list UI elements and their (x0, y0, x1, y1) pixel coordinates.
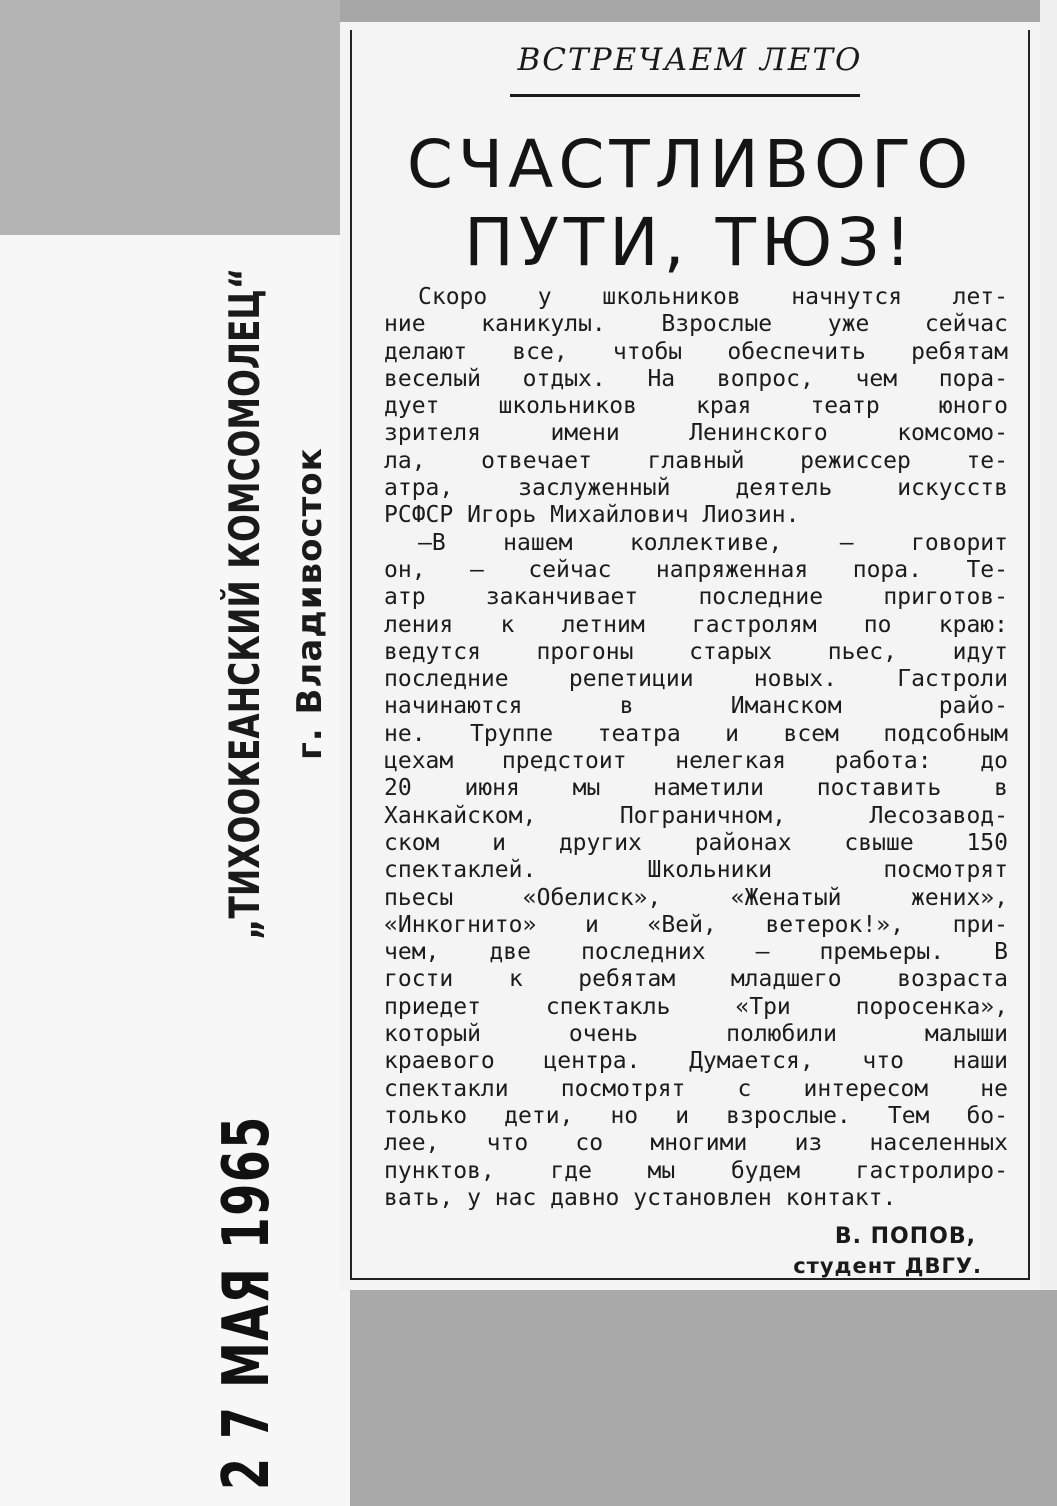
author-name: В. ПОПОВ, (834, 1224, 976, 1249)
article-line: начинаются в Иманском райо- (384, 693, 1008, 720)
article-line: только дети, но и взрослые. Тем бо- (384, 1102, 1008, 1129)
article-body (384, 284, 1008, 1212)
article-line: атра, заслуженный деятель искусств (384, 475, 1008, 502)
background-top-left (0, 0, 340, 235)
article-line: приедет спектакль «Три поросенка», (384, 993, 1008, 1020)
rubric-heading: ВСТРЕЧАЕМ ЛЕТО (517, 42, 863, 78)
article-line: дует школьников края театр юного (384, 393, 1008, 420)
stamp-city: г. Владивосток (290, 447, 330, 760)
article-line: РСФСР Игорь Михайлович Лиозин. (384, 502, 800, 529)
article-line: пьесы «Обелиск», «Женатый жених», (384, 884, 1008, 911)
article-line: спектаклей. Школьники посмотрят (384, 857, 1008, 884)
article-line: последние репетиции новых. Гастроли (384, 666, 1008, 693)
article-line: гости к ребятам младшего возраста (384, 966, 1008, 993)
article-line: не. Труппе театра и всем подсобным (384, 720, 1008, 747)
article-line: он, — сейчас напряженная пора. Те- (384, 556, 1008, 583)
article-line: который очень полюбили малыши (384, 1021, 1008, 1048)
article-line: ления к летним гастролям по краю: (384, 611, 1008, 638)
article-line: ведутся прогоны старых пьес, идут (384, 638, 1008, 665)
article-line: лее, что со многими из населенных (384, 1130, 1008, 1157)
article-line: пунктов, где мы будем гастролиро- (384, 1157, 1008, 1184)
article-line: 20 июня мы наметили поставить в (384, 775, 1008, 802)
article-line: ние каникулы. Взрослые уже сейчас (384, 311, 1008, 338)
article-line: вать, у нас давно установлен контакт. (384, 1184, 897, 1211)
article-line: атр заканчивает последние приготов- (384, 584, 1008, 611)
article-line: спектакли посмотрят с интересом не (384, 1075, 1008, 1102)
headline-line-1: СЧАСТЛИВОГО (406, 126, 974, 203)
article-line: ла, отвечает главный режиссер те- (384, 447, 1008, 474)
article-line: цехам предстоит нелегкая работа: до (384, 748, 1008, 775)
article-line: ском и других районах свыше 150 (384, 829, 1008, 856)
article-line: веселый отдых. На вопрос, чем пора- (384, 365, 1008, 392)
background-bottom (340, 1290, 1057, 1506)
archive-stamp (175, 260, 345, 1500)
rubric-underline (510, 94, 860, 97)
newspaper-clipping (340, 22, 1040, 1290)
article-line: чем, две последних — премьеры. В (384, 939, 1008, 966)
article-line: «Инкогнито» и «Вей, ветерок!», при- (384, 911, 1008, 938)
stamp-date: 2 7 МАЯ 1965 (210, 1115, 284, 1490)
article-line: —В нашем коллективе, — говорит (418, 529, 1008, 556)
background-right-strip (1040, 0, 1057, 1290)
headline-line-2: ПУТИ, ТЮЗ! (464, 204, 916, 281)
author-role: студент ДВГУ. (793, 1254, 982, 1278)
article-line: Скоро у школьников начнутся лет- (418, 284, 1008, 310)
article-line: делают все, чтобы обеспечить ребятам (384, 338, 1008, 365)
stamp-newspaper-name: „ТИХООКЕАНСКИЙ КОМСОМОЛЕЦ“ (220, 267, 269, 940)
article-line: Ханкайском, Пограничном, Лесозавод- (384, 802, 1008, 829)
article-line: краевого центра. Думается, что наши (384, 1048, 1008, 1075)
article-line: зрителя имени Ленинского комсомо- (384, 420, 1008, 447)
